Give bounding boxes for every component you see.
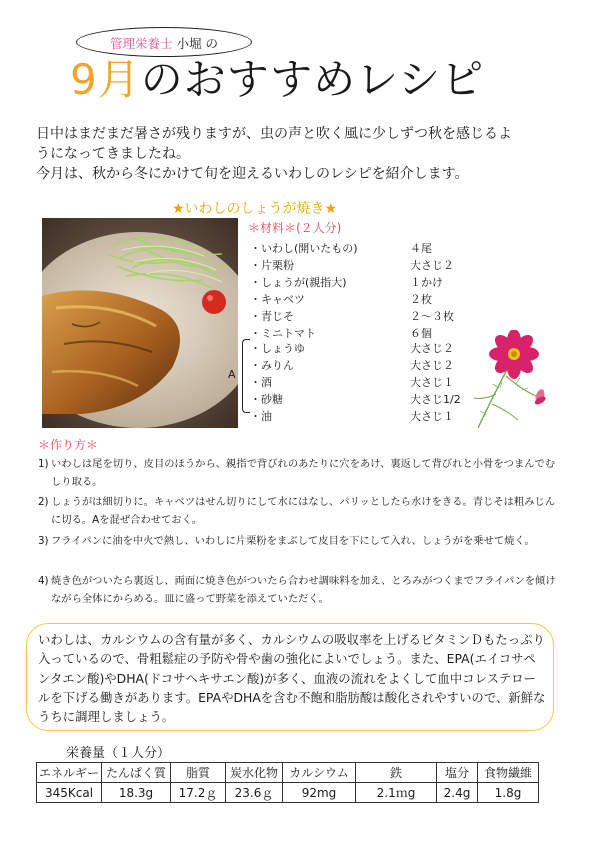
ingredient-name: ・青じそ xyxy=(250,310,294,323)
ingredient-name: ・いわし(開いたもの) xyxy=(250,242,358,255)
sauce-qty: 大さじ１ xyxy=(410,410,454,423)
nutrition-header-cell: 鉄 xyxy=(356,763,437,783)
nutrition-value-cell: 92mg xyxy=(283,783,356,803)
nutrition-value-cell: 2.4g xyxy=(437,783,478,803)
nutrition-header-cell: エネルギー xyxy=(37,763,102,783)
nutrition-value-cell: 345Kcal xyxy=(37,783,102,803)
steps-heading: ＊作り方＊ xyxy=(38,438,99,452)
ingredient-qty: １かけ xyxy=(410,276,443,289)
nutrition-value-cell: 1.8g xyxy=(478,783,539,803)
nutrition-value-row xyxy=(37,783,539,803)
nutrition-header-cell: 食物繊維 xyxy=(478,763,539,783)
nutrition-header-cell: 塩分 xyxy=(437,763,478,783)
ingredient-qty: ４尾 xyxy=(410,242,432,255)
sauce-name: ・酒 xyxy=(250,376,272,389)
sauce-qty: 大さじ1/2 xyxy=(410,393,461,406)
ingredient-qty: ２枚 xyxy=(410,293,432,306)
intro-line: 今月は、秋から冬にかけて旬を迎えるいわしのレシピを紹介します。 xyxy=(36,166,469,182)
page-title xyxy=(70,56,484,104)
sauce-name: ・油 xyxy=(250,410,272,423)
cosmos-flower-icon xyxy=(466,330,574,434)
step-number: 3) xyxy=(38,535,49,547)
ingredient-name: ・ミニトマト xyxy=(250,327,316,340)
nutrition-value-cell: 2.1ｍg xyxy=(356,783,437,803)
step-item xyxy=(38,456,558,491)
ingredient-qty: 大さじ２ xyxy=(410,259,454,272)
intro-text xyxy=(36,124,566,184)
sauce-qty: 大さじ２ xyxy=(410,359,454,372)
step-text: しょうがは細切りに。キャベツはせん切りにして水にはなし、パリッとしたら水けをきる。青じそは粗みじんに切る。Aを混ぜ合わせておく。 xyxy=(51,496,556,526)
author-role: 管理栄養士 xyxy=(109,36,173,51)
nutrition-table xyxy=(36,762,539,803)
sauce-name: ・砂糖 xyxy=(250,393,283,406)
step-item xyxy=(38,573,558,608)
nutrition-value-cell: 23.6ｇ xyxy=(226,783,283,803)
nutrition-header-cell: 脂質 xyxy=(171,763,226,783)
author-suffix: の xyxy=(205,36,218,51)
sauce-name: ・しょうゆ xyxy=(250,342,305,355)
title-rest: のおすすめレシピ xyxy=(140,55,485,104)
nutrition-header-cell: カルシウム xyxy=(283,763,356,783)
sauce-qty: 大さじ１ xyxy=(410,376,454,389)
recipe-title: ★いわしのしょうが焼き★ xyxy=(172,201,338,217)
step-number: 4) xyxy=(38,575,49,587)
ingredient-name: ・しょうが(親指大) xyxy=(250,276,347,289)
sauce-qty: 大さじ２ xyxy=(410,342,454,355)
sauce-name: ・みりん xyxy=(250,359,294,372)
ingredient-qty: ６個 xyxy=(410,327,432,340)
sauce-bracket xyxy=(242,339,250,413)
nutrition-value-cell: 17.2ｇ xyxy=(171,783,226,803)
step-text: 焼き色がついたら裏返し、両面に焼き色がついたら合わせ調味料を加え、とろみがつくまでフライパンを傾けながら全体にからめる。皿に盛って野菜を添えていただく。 xyxy=(51,575,556,605)
nutrition-heading: 栄養量（１人分） xyxy=(66,746,171,761)
step-text: フライパンに油を中火で熱し、いわしに片栗粉をまぶして皮目を下にして入れ、しょうがを乗せて焼く。 xyxy=(51,535,535,547)
intro-line: 日中はまだまだ暑さが残りますが、虫の声と吹く風に少しずつ秋を感じるよ xyxy=(36,126,512,142)
nutrition-note-text: いわしは、カルシウムの含有量が多く、カルシウムの吸収率を上げるビタミンＤもたっぷり入っているので、骨粗鬆症の予防や骨や歯の強化によいでしょう。また、EPA(エイコサペンタエン酸)やDHA(ドコサヘキサエン酸)が多く、血液の流れをよくして血中コレステロールを下げる働きがあります。EPAやDHAを含む不飽和脂肪酸は酸化されやすいので、新鮮なうちに調理しましょう。 xyxy=(38,632,546,725)
ingredients-heading: ＊材料＊(２人分) xyxy=(248,221,342,235)
step-text: いわしは尾を切り、皮目のほうから、親指で背びれのあたりに穴をあけ、裏返して背びれと小骨をつまんでむしり取る。 xyxy=(51,458,556,488)
step-number: 1) xyxy=(38,458,49,470)
nutrition-header-cell: 炭水化物 xyxy=(226,763,283,783)
step-number: 2) xyxy=(38,496,49,508)
nutrition-header-cell: たんぱく質 xyxy=(102,763,171,783)
intro-line: うになってきましたね。 xyxy=(36,146,190,162)
nutrition-header-row xyxy=(37,763,539,783)
ingredient-name: ・片栗粉 xyxy=(250,259,294,272)
step-item xyxy=(38,533,558,551)
ingredient-qty: ２～３枚 xyxy=(410,310,454,323)
step-item xyxy=(38,494,558,529)
author-name: 小堀 xyxy=(176,36,202,51)
nutrition-value-cell: 18.3g xyxy=(102,783,171,803)
sauce-label: A xyxy=(228,368,236,381)
dish-photo xyxy=(42,218,238,428)
title-month: 9月 xyxy=(70,55,141,104)
ingredient-name: ・キャベツ xyxy=(250,293,305,306)
author-badge xyxy=(76,34,252,52)
